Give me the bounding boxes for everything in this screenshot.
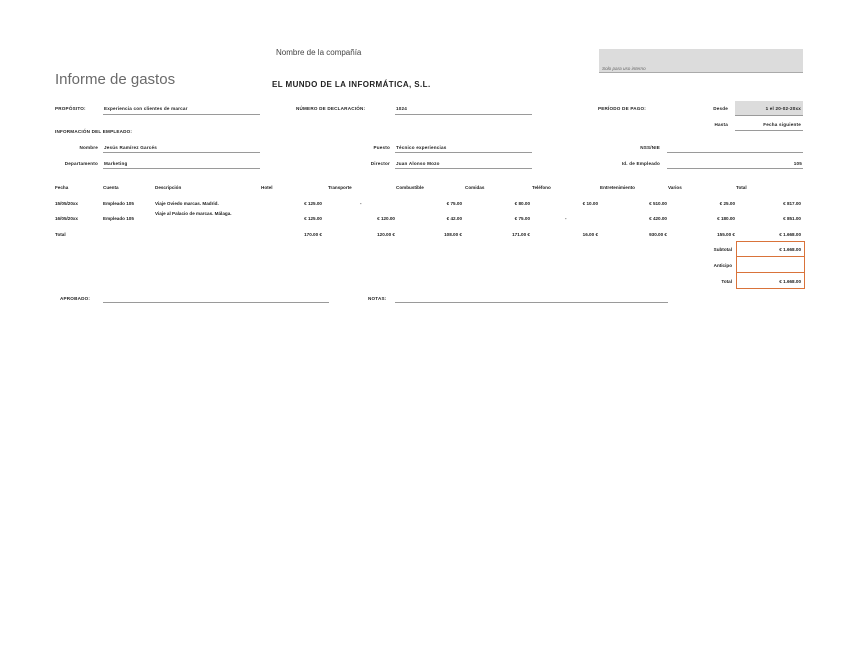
col-header-transport: Transporte	[328, 185, 352, 190]
pay-period-label: PERÍODO DE PAGO:	[598, 106, 647, 111]
col-header-meals: Comidas	[465, 185, 485, 190]
subtotal-label: Subtotal	[713, 247, 732, 252]
purpose-underline	[103, 114, 260, 115]
cell-misc: € 180.00	[717, 216, 735, 221]
cell-fuel: € 42.00	[446, 216, 462, 221]
cell-phone: € 10.00	[582, 201, 598, 206]
notes-label: NOTAS:	[368, 296, 387, 301]
statement-value[interactable]: 1024	[396, 106, 408, 111]
cell-total: € 817.00	[783, 201, 801, 206]
from-underline	[735, 115, 803, 116]
to-label: Hasta	[714, 122, 728, 127]
cell-hotel: € 125.00	[304, 201, 322, 206]
approved-label: APROBADO:	[60, 296, 91, 301]
summary-total-label: Total	[721, 279, 732, 284]
department-underline	[103, 168, 260, 169]
total-phone: 16.00 €	[582, 232, 598, 237]
cell-account: Empleado 105	[103, 201, 134, 206]
name-underline	[103, 152, 260, 153]
cell-total: € 851.00	[783, 216, 801, 221]
cell-transport: -	[360, 201, 362, 206]
total-meals: 171.00 €	[512, 232, 530, 237]
to-value[interactable]: Fecha siguiente	[763, 122, 801, 127]
subtotal-value: € 1.668.00	[779, 247, 801, 252]
cell-meals: € 80.00	[514, 201, 530, 206]
company-label: Nombre de la compañía	[276, 48, 362, 57]
manager-underline	[395, 168, 532, 169]
position-underline	[395, 152, 532, 153]
col-header-total: Total	[736, 185, 747, 190]
ssn-underline	[667, 152, 803, 153]
cell-date: 15/05/20xx	[55, 201, 78, 206]
total-hotel: 170.00 €	[304, 232, 322, 237]
col-header-hotel: Hotel	[261, 185, 273, 190]
internal-use-box	[599, 49, 803, 73]
cell-meals: € 75.00	[514, 216, 530, 221]
cell-account: Empleado 105	[103, 216, 134, 221]
position-label: Puesto	[373, 145, 390, 150]
cell-entertainment: € 510.00	[649, 201, 667, 206]
purpose-value[interactable]: Experiencia con clientes de marcar	[104, 106, 188, 111]
from-label: Desde	[713, 106, 728, 111]
manager-label: Director	[370, 161, 390, 166]
col-header-account: Cuenta	[103, 185, 119, 190]
name-label: Nombre	[79, 145, 98, 150]
name-value[interactable]: Jesús Ramírez Garcés	[104, 145, 158, 150]
cell-description: Viaje al Palacio de marcas. Málaga.	[155, 211, 232, 216]
cell-date: 16/05/20xx	[55, 216, 78, 221]
summary-total-value: € 1.668.00	[779, 279, 801, 284]
cell-hotel: € 125.00	[304, 216, 322, 221]
col-header-phone: Teléfono	[532, 185, 551, 190]
cell-description: Viaje Oviedo marcas. Madrid.	[155, 201, 219, 206]
col-header-entertainment: Entretenimiento	[600, 185, 635, 190]
employee-id-value[interactable]: 105	[793, 161, 802, 166]
col-header-date: Fecha	[55, 185, 69, 190]
total-entertainment: 930.00 €	[649, 232, 667, 237]
ssn-label: NSS/NIE	[640, 145, 660, 150]
statement-underline	[395, 114, 532, 115]
summary-divider	[736, 256, 804, 257]
total-misc: 155.00 €	[717, 232, 735, 237]
report-title: Informe de gastos	[55, 71, 176, 88]
manager-value[interactable]: Juan Alonso Mozo	[396, 161, 440, 166]
total-transport: 120.00 €	[377, 232, 395, 237]
cell-fuel: € 75.00	[446, 201, 462, 206]
employee-section-label: INFORMACIÓN DEL EMPLEADO:	[55, 129, 133, 134]
internal-use-label: Solo para uso interno	[602, 66, 646, 71]
total-grand: € 1.668.00	[779, 232, 801, 237]
company-name: EL MUNDO DE LA INFORMÁTICA, S.L.	[272, 80, 431, 89]
total-fuel: 108.00 €	[444, 232, 462, 237]
from-value: 1 el 20-02-20xx	[765, 106, 801, 111]
purpose-label: PROPÓSITO:	[55, 106, 86, 111]
department-value[interactable]: Marketing	[104, 161, 128, 166]
cell-misc: € 25.00	[719, 201, 735, 206]
cell-transport: € 120.00	[377, 216, 395, 221]
approved-signature-line[interactable]	[103, 302, 329, 303]
cell-entertainment: € 420.00	[649, 216, 667, 221]
department-label: Departamento	[64, 161, 98, 166]
col-header-misc: Varios	[668, 185, 682, 190]
statement-label: NÚMERO DE DECLARACIÓN:	[296, 106, 366, 111]
col-header-description: Descripción	[155, 185, 182, 190]
employee-id-underline	[667, 168, 803, 169]
cell-phone: -	[565, 216, 567, 221]
col-header-fuel: Combustible	[396, 185, 424, 190]
employee-id-label: Id. de Empleado	[621, 161, 660, 166]
to-underline	[735, 130, 803, 131]
notes-line[interactable]	[395, 302, 668, 303]
position-value[interactable]: Técnico experiencias	[396, 145, 447, 150]
summary-divider	[736, 272, 804, 273]
totals-label: Total	[55, 232, 66, 237]
advance-label: Anticipo	[713, 263, 732, 268]
